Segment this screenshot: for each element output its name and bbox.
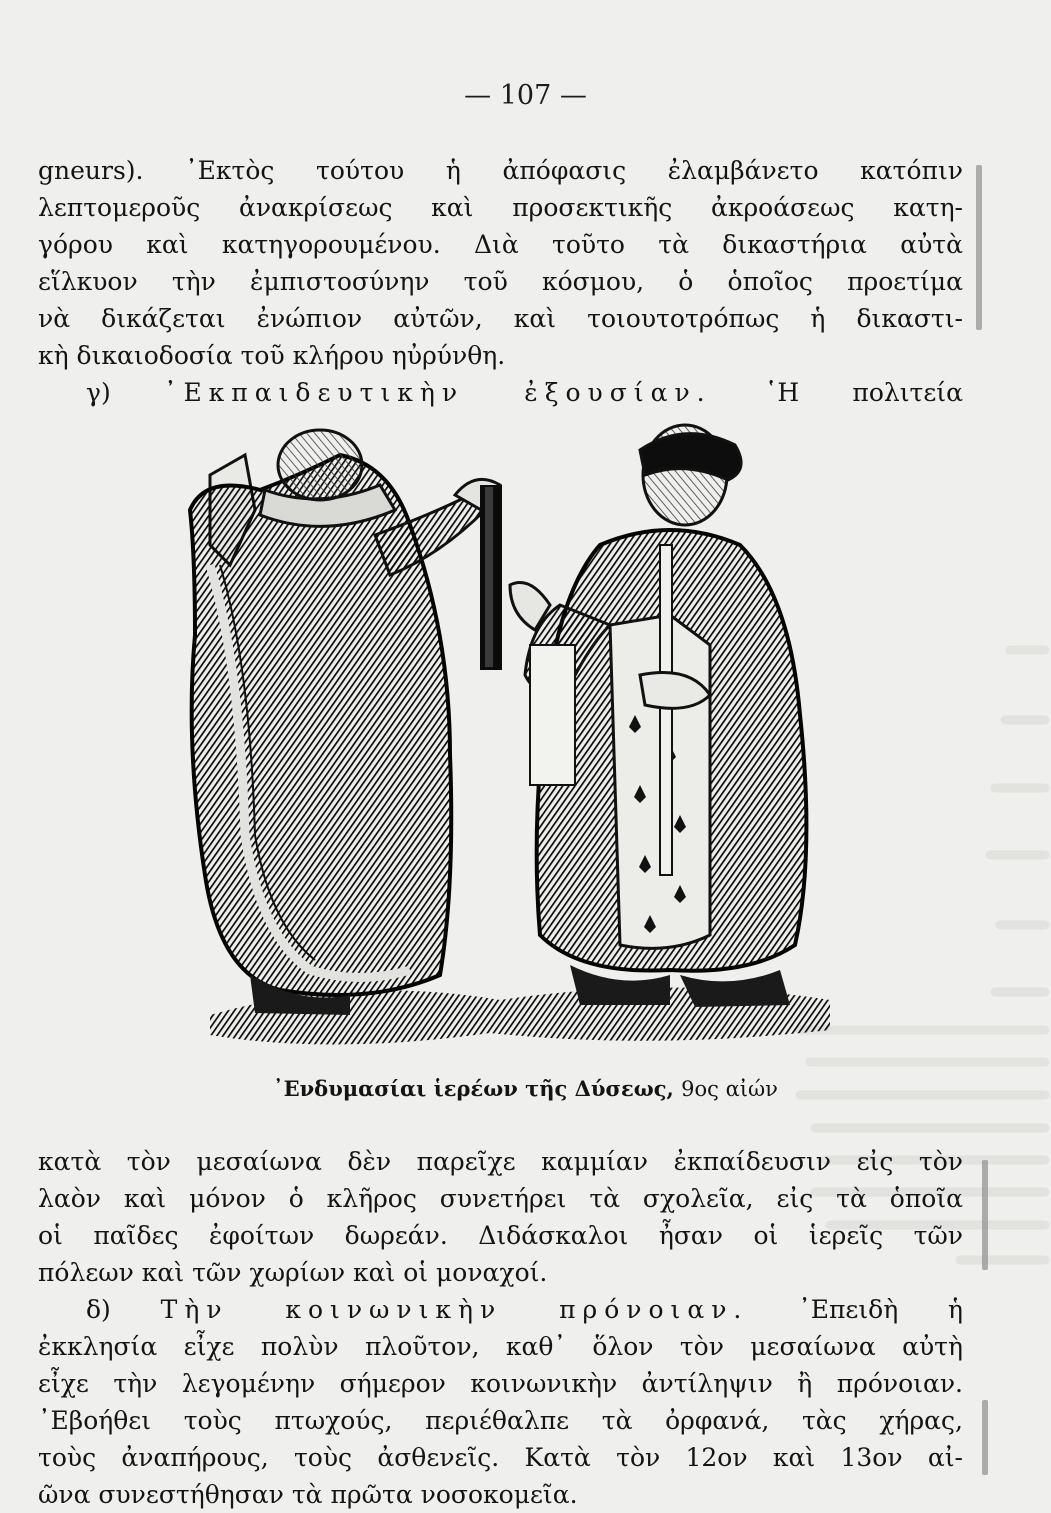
- text-line: γόρου καὶ κατηγορουμένου. Διὰ τοῦτο τὰ δικαστήρια αὐτὰ: [38, 230, 963, 259]
- scan-edge-mark: [982, 1400, 988, 1475]
- left-cleric-figure: [190, 430, 502, 1015]
- text-line: λαὸν καὶ μόνον ὁ κλῆρος συνετήρει τὰ σχολεῖα, εἰς τὰ ὁποῖα: [38, 1184, 963, 1213]
- text-line: εἶχε τὴν λεγομένην σήμερον κοινωνικὴν ἀντίληψιν ἢ πρόνοιαν.: [38, 1369, 963, 1398]
- section-text: ῾Η πολιτεία: [764, 378, 963, 407]
- text-line: νὰ δικάζεται ἐνώπιον αὐτῶν, καὶ τοιουτοτρόπως ἡ δικαστι-: [38, 304, 963, 333]
- text-line: λεπτομεροῦς ἀνακρίσεως καὶ προσεκτικῆς ἀκροάσεως κατη-: [38, 193, 963, 222]
- caption-century: 9ος αἰών: [681, 1077, 778, 1101]
- section-title: ᾿Εκπαιδευτικὴν ἐξουσίαν.: [163, 378, 712, 407]
- text-line: gneurs). ᾿Εκτὸς τούτου ἡ ἀπόφασις ἐλαμβάνετο κατόπιν: [38, 156, 963, 185]
- section-marker: γ): [86, 378, 111, 407]
- illustration-priests: [150, 415, 850, 1055]
- page-number: — 107 —: [464, 80, 587, 111]
- section-heading-g: [38, 374, 963, 411]
- text-line: τοὺς ἀναπήρους, τοὺς ἀσθενεῖς. Κατὰ τὸν 12ον καὶ 13ον αἰ-: [38, 1443, 963, 1472]
- figure-caption: [0, 1076, 1051, 1101]
- text-line: ἐκκλησία εἶχε πολὺν πλοῦτον, καθ᾿ ὅλον τὸν μεσαίωνα αὐτὴ: [38, 1332, 963, 1361]
- text-line: ῶνα συνεστήθησαν τὰ πρῶτα νοσοκομεῖα.: [38, 1480, 578, 1509]
- text-line: κὴ δικαιοδοσία τοῦ κλήρου ηὐρύνθη.: [38, 341, 506, 370]
- scan-edge-mark: [976, 165, 982, 330]
- text-line: οἱ παῖδες ἐφοίτων δωρεάν. Διδάσκαλοι ἦσαν οἱ ἱερεῖς τῶν: [38, 1221, 963, 1250]
- top-paragraph: [38, 152, 963, 411]
- text-line: πόλεων καὶ τῶν χωρίων καὶ οἱ μοναχοί.: [38, 1258, 548, 1287]
- right-cleric-figure: [510, 425, 806, 1007]
- section-heading-d: [38, 1291, 963, 1328]
- text-line: ᾿Εβοήθει τοὺς πτωχούς, περιέθαλπε τὰ ὀρφανά, τὰς χήρας,: [38, 1406, 963, 1435]
- text-line: εἵλκυον τὴν ἐμπιστοσύνην τοῦ κόσμου, ὁ ὁποῖος προετίμα: [38, 267, 963, 296]
- section-text: ᾿Επειδὴ ἡ: [798, 1295, 963, 1324]
- section-marker: δ): [86, 1295, 111, 1324]
- caption-title: ᾿Ενδυμασίαι ἱερέων τῆς Δύσεως,: [273, 1076, 674, 1101]
- bottom-paragraph: [38, 1143, 963, 1513]
- section-title: Τὴν κοινωνικὴν πρόνοιαν.: [160, 1295, 749, 1324]
- scan-edge-mark: [982, 1160, 988, 1270]
- text-line: κατὰ τὸν μεσαίωνα δὲν παρεῖχε καμμίαν ἐκπαίδευσιν εἰς τὸν: [38, 1147, 963, 1176]
